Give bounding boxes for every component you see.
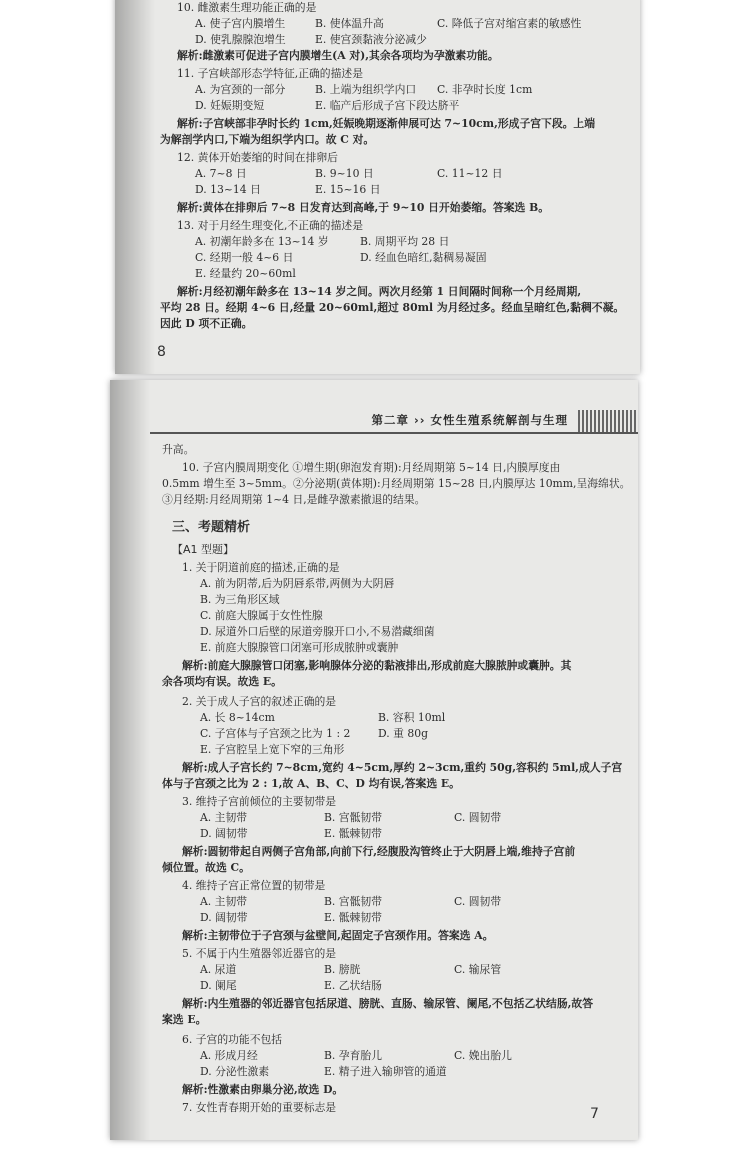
q5-analysis-2: 案选 E。	[162, 1013, 207, 1026]
q1-option-a: A. 前为阴蒂,后为阴唇系带,两侧为大阴唇	[200, 577, 395, 590]
q13-option-b: B. 周期平均 28 日	[360, 235, 450, 248]
q6-option-a: A. 形成月经	[200, 1049, 258, 1062]
chapter-header	[150, 410, 638, 436]
q1-option-c: C. 前庭大腺属于女性性腺	[200, 609, 323, 622]
item-10-line-1: 10. 子宫内膜周期变化 ①增生期(卵泡发育期):月经周期第 5~14 日,内膜厚度由	[182, 461, 561, 474]
q12-option-a: A. 7~8 日	[195, 167, 247, 180]
question-12-stem: 12. 黄体开始萎缩的时间在排卵后	[177, 151, 338, 164]
q12-option-d: D. 13~14 日	[195, 183, 261, 196]
question-10-stem: 10. 雌激素生理功能正确的是	[177, 1, 317, 14]
q13-option-a: A. 初潮年龄多在 13~14 岁	[195, 235, 329, 248]
q11-option-a: A. 为宫颈的一部分	[195, 83, 286, 96]
q11-option-b: B. 上端为组织学内口	[315, 83, 417, 96]
q5-option-c: C. 输尿管	[454, 963, 502, 976]
q5-option-b: B. 膀胱	[324, 963, 361, 976]
q2-option-b: B. 容积 10ml	[378, 711, 446, 724]
q10-option-e: E. 使宫颈黏液分泌减少	[315, 33, 427, 46]
q11-option-e: E. 临产后形成子宫下段达脐平	[315, 99, 460, 112]
q13-option-c: C. 经期一般 4~6 日	[195, 251, 294, 264]
q11-option-c: C. 非孕时长度 1cm	[437, 83, 533, 96]
q13-analysis-2: 平均 28 日。经期 4~6 日,经量 20~60ml,超过 80ml 为月经过多。经血呈暗红色,黏稠不凝。	[160, 301, 625, 314]
q5-analysis-1: 解析:内生殖器的邻近器官包括尿道、膀胱、直肠、输尿管、阑尾,不包括乙状结肠,故答	[182, 997, 593, 1010]
spine-shadow	[115, 0, 155, 374]
q3-analysis-2: 倾位置。故选 C。	[162, 861, 250, 874]
spine-shadow	[110, 380, 150, 1140]
question-3-stem: 3. 维持子宫前倾位的主要韧带是	[182, 795, 337, 808]
bottom-page	[110, 380, 638, 1140]
q1-analysis-2: 余各项均有误。故选 E。	[162, 675, 282, 688]
q10-analysis: 解析:雌激素可促进子宫内膜增生(A 对),其余各项均为孕激素功能。	[177, 49, 499, 62]
q6-analysis: 解析:性激素由卵巢分泌,故选 D。	[182, 1083, 344, 1096]
q3-option-a: A. 主韧带	[200, 811, 248, 824]
question-5-stem: 5. 不属于内生殖器邻近器官的是	[182, 947, 337, 960]
q4-option-d: D. 阔韧带	[200, 911, 248, 924]
section-title: 三、考题精析	[172, 520, 251, 535]
q1-option-b: B. 为三角形区域	[200, 593, 280, 606]
q13-analysis-3: 因此 D 项不正确。	[160, 317, 253, 330]
q1-analysis-1: 解析:前庭大腺腺管口闭塞,影响腺体分泌的黏液排出,形成前庭大腺脓肿或囊肿。其	[182, 659, 572, 672]
q5-option-d: D. 阑尾	[200, 979, 237, 992]
q6-option-b: B. 孕育胎儿	[324, 1049, 382, 1062]
q12-option-b: B. 9~10 日	[315, 167, 374, 180]
q12-option-c: C. 11~12 日	[437, 167, 503, 180]
q4-option-a: A. 主韧带	[200, 895, 248, 908]
q1-option-e: E. 前庭大腺腺管口闭塞可形成脓肿或囊肿	[200, 641, 399, 654]
header-rule	[150, 432, 638, 434]
q3-analysis-1: 解析:圆韧带起自两侧子宫角部,向前下行,经腹股沟管终止于大阴唇上端,维持子宫前	[182, 845, 576, 858]
page-number: 8	[157, 344, 166, 360]
question-6-stem: 6. 子宫的功能不包括	[182, 1033, 283, 1046]
q3-option-e: E. 骶棘韧带	[324, 827, 382, 840]
q2-option-d: D. 重 80g	[378, 727, 429, 740]
q12-analysis: 解析:黄体在排卵后 7~8 日发育达到高峰,于 9~10 日开始萎缩。答案选 B。	[177, 201, 550, 214]
top-page	[115, 0, 640, 374]
question-2-stem: 2. 关于成人子宫的叙述正确的是	[182, 695, 337, 708]
q2-analysis-2: 体与子宫颈之比为 2 : 1,故 A、B、C、D 均有误,答案选 E。	[162, 777, 460, 790]
item-10-line-2: 0.5mm 增生至 3~5mm。②分泌期(黄体期):月经周期第 15~28 日,内膜厚达 10mm,呈海绵状。	[162, 477, 631, 490]
q3-option-c: C. 圆韧带	[454, 811, 502, 824]
q13-analysis-1: 解析:月经初潮年龄多在 13~14 岁之间。两次月经第 1 日间隔时间称一个月经周期,	[177, 285, 582, 298]
prev-text-end: 升高。	[162, 443, 195, 456]
q5-option-a: A. 尿道	[200, 963, 237, 976]
q11-option-d: D. 妊娠期变短	[195, 99, 265, 112]
q13-option-d: D. 经血色暗红,黏稠易凝固	[360, 251, 487, 264]
question-13-stem: 13. 对于月经生理变化,不正确的描述是	[177, 219, 363, 232]
question-4-stem: 4. 维持子宫正常位置的韧带是	[182, 879, 326, 892]
q3-option-b: B. 宫骶韧带	[324, 811, 382, 824]
a1-type-label: 【A1 型题】	[172, 543, 235, 556]
question-7-stem: 7. 女性青春期开始的重要标志是	[182, 1101, 337, 1114]
item-10-line-3: ③月经期:月经周期第 1~4 日,是雌孕激素撤退的结果。	[162, 493, 426, 506]
q2-option-a: A. 长 8~14cm	[200, 711, 275, 724]
q10-option-c: C. 降低子宫对缩宫素的敏感性	[437, 17, 582, 30]
chapter-title: 第二章 ›› 女性生殖系统解剖与生理	[371, 413, 568, 427]
header-stripes	[578, 410, 638, 432]
q4-option-e: E. 骶棘韧带	[324, 911, 382, 924]
q3-option-d: D. 阔韧带	[200, 827, 248, 840]
question-1-stem: 1. 关于阴道前庭的描述,正确的是	[182, 561, 340, 574]
q6-option-c: C. 娩出胎儿	[454, 1049, 512, 1062]
q13-option-e: E. 经量约 20~60ml	[195, 267, 296, 280]
q6-option-d: D. 分泌性激素	[200, 1065, 270, 1078]
question-11-stem: 11. 子宫峡部形态学特征,正确的描述是	[177, 67, 363, 80]
page-number: 7	[590, 1106, 599, 1122]
q4-option-c: C. 圆韧带	[454, 895, 502, 908]
q10-option-d: D. 使乳腺腺泡增生	[195, 33, 286, 46]
q4-option-b: B. 宫骶韧带	[324, 895, 382, 908]
q2-analysis-1: 解析:成人子宫长约 7~8cm,宽约 4~5cm,厚约 2~3cm,重约 50g,容积约 5ml,成人子宫	[182, 761, 623, 774]
q11-analysis-1: 解析:子宫峡部非孕时长约 1cm,妊娠晚期逐渐伸展可达 7~10cm,形成子宫下段。上端	[177, 117, 596, 130]
q10-option-a: A. 使子宫内膜增生	[195, 17, 286, 30]
q12-option-e: E. 15~16 日	[315, 183, 381, 196]
q2-option-e: E. 子宫腔呈上宽下窄的三角形	[200, 743, 345, 756]
q11-analysis-2: 为解剖学内口,下端为组织学内口。故 C 对。	[160, 133, 375, 146]
q5-option-e: E. 乙状结肠	[324, 979, 382, 992]
q10-option-b: B. 使体温升高	[315, 17, 384, 30]
q6-option-e: E. 精子进入输卵管的通道	[324, 1065, 447, 1078]
q2-option-c: C. 子宫体与子宫颈之比为 1 : 2	[200, 727, 351, 740]
q4-analysis: 解析:主韧带位于子宫颈与盆壁间,起固定子宫颈作用。答案选 A。	[182, 929, 494, 942]
q1-option-d: D. 尿道外口后壁的尿道旁腺开口小,不易潜藏细菌	[200, 625, 435, 638]
